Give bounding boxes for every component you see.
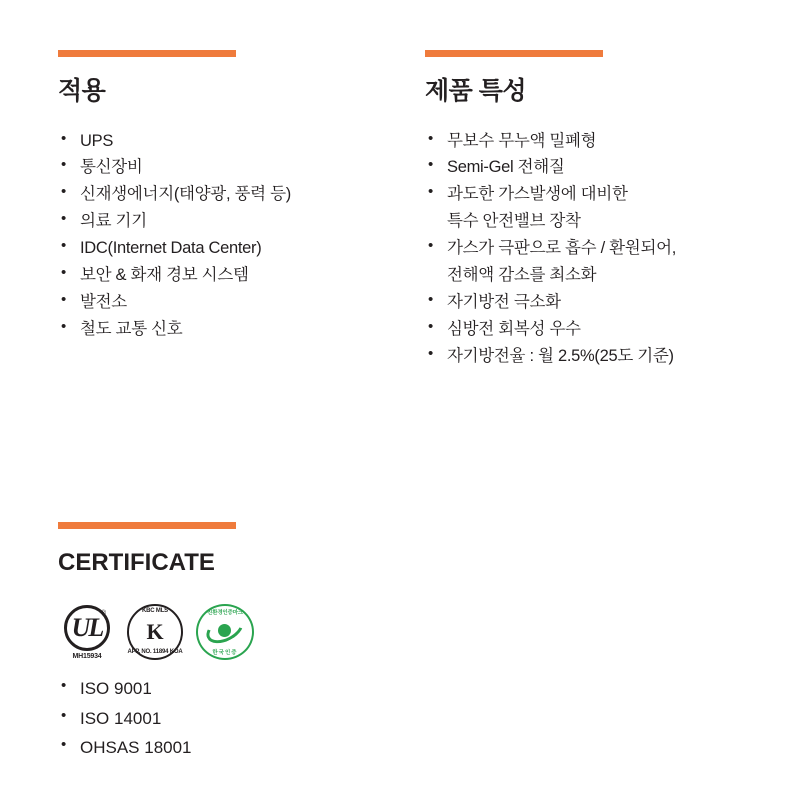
list-item-label: • ISO 14001 — [80, 708, 162, 728]
list-item-label: • 통신장비 — [80, 158, 143, 177]
list-item-label: • 심방전 회복성 우수 — [447, 319, 581, 338]
list-item — [58, 128, 388, 155]
application-list — [58, 128, 388, 343]
list-item — [58, 208, 388, 235]
list-item-label-cont: 전해액 감소를 최소화 — [447, 265, 597, 284]
list-item — [425, 235, 765, 289]
list-item-label: • UPS — [80, 131, 114, 150]
ul-circle-icon — [64, 605, 110, 651]
list-item — [58, 289, 388, 316]
list-item-label: • 보안 & 화재 경보 시스템 — [80, 265, 249, 284]
list-item — [58, 235, 388, 262]
list-item-label: • 신재생에너지(태양광, 풍력 등) — [80, 185, 291, 204]
certificate-list — [58, 674, 388, 762]
list-item — [425, 289, 765, 316]
list-item-label-cont: 특수 안전밸브 장착 — [447, 212, 581, 231]
list-item-label: • 가스가 극판으로 흡수 / 환원되어, — [447, 239, 677, 258]
list-item-label: • 철도 교통 신호 — [80, 319, 183, 338]
ul-letters: UL — [71, 613, 103, 643]
kc-letter: K — [146, 619, 164, 645]
list-item-label: • 자기방전율 : 월 2.5%(25도 기준) — [447, 346, 674, 365]
page-title-features: 제품 특성 — [425, 77, 527, 105]
list-item — [58, 154, 388, 181]
section-application — [58, 50, 388, 343]
list-item — [425, 316, 765, 343]
page-title-certificate: CERTIFICATE — [58, 549, 215, 576]
kc-mark-icon — [127, 604, 183, 660]
kc-bottom-label: APP, NO. 11894 KOA — [127, 649, 183, 656]
accent-rule — [58, 50, 236, 57]
list-item-label: • OHSAS 18001 — [80, 737, 192, 757]
list-item — [425, 181, 765, 235]
accent-rule — [58, 522, 236, 529]
list-item-label: • 발전소 — [80, 292, 127, 311]
list-item-label: • IDC(Internet Data Center) — [80, 239, 262, 258]
accent-rule — [425, 50, 603, 57]
list-item-label: • 과도한 가스발생에 대비한 — [447, 185, 628, 204]
certificate-logos — [60, 598, 388, 660]
section-certificate — [58, 522, 388, 762]
section-features — [425, 50, 765, 370]
list-item — [425, 154, 765, 181]
green-certification-icon — [196, 604, 254, 660]
list-item — [58, 262, 388, 289]
green-bottom-label: 한국인증 — [212, 650, 238, 657]
list-item-label: • 의료 기기 — [80, 212, 147, 231]
list-item — [425, 128, 765, 155]
list-item-label: • 무보수 무누액 밀폐형 — [447, 131, 597, 150]
list-item — [58, 674, 388, 703]
list-item — [58, 316, 388, 343]
page-title-application: 적용 — [58, 77, 106, 105]
list-item-label: • ISO 9001 — [80, 679, 152, 699]
ul-listed-icon — [60, 605, 114, 660]
green-top-label: 친환경인증마크 — [207, 610, 243, 617]
list-item-label: • Semi-Gel 전해질 — [447, 158, 565, 177]
list-item — [58, 181, 388, 208]
list-item — [58, 704, 388, 733]
list-item-label: • 자기방전 극소화 — [447, 292, 561, 311]
ul-file-number: MH15934 — [72, 653, 102, 661]
kc-top-label: KBC MLS — [142, 608, 168, 615]
registered-mark: ® — [100, 610, 106, 618]
list-item — [425, 343, 765, 370]
features-list — [425, 128, 765, 370]
list-item — [58, 733, 388, 762]
